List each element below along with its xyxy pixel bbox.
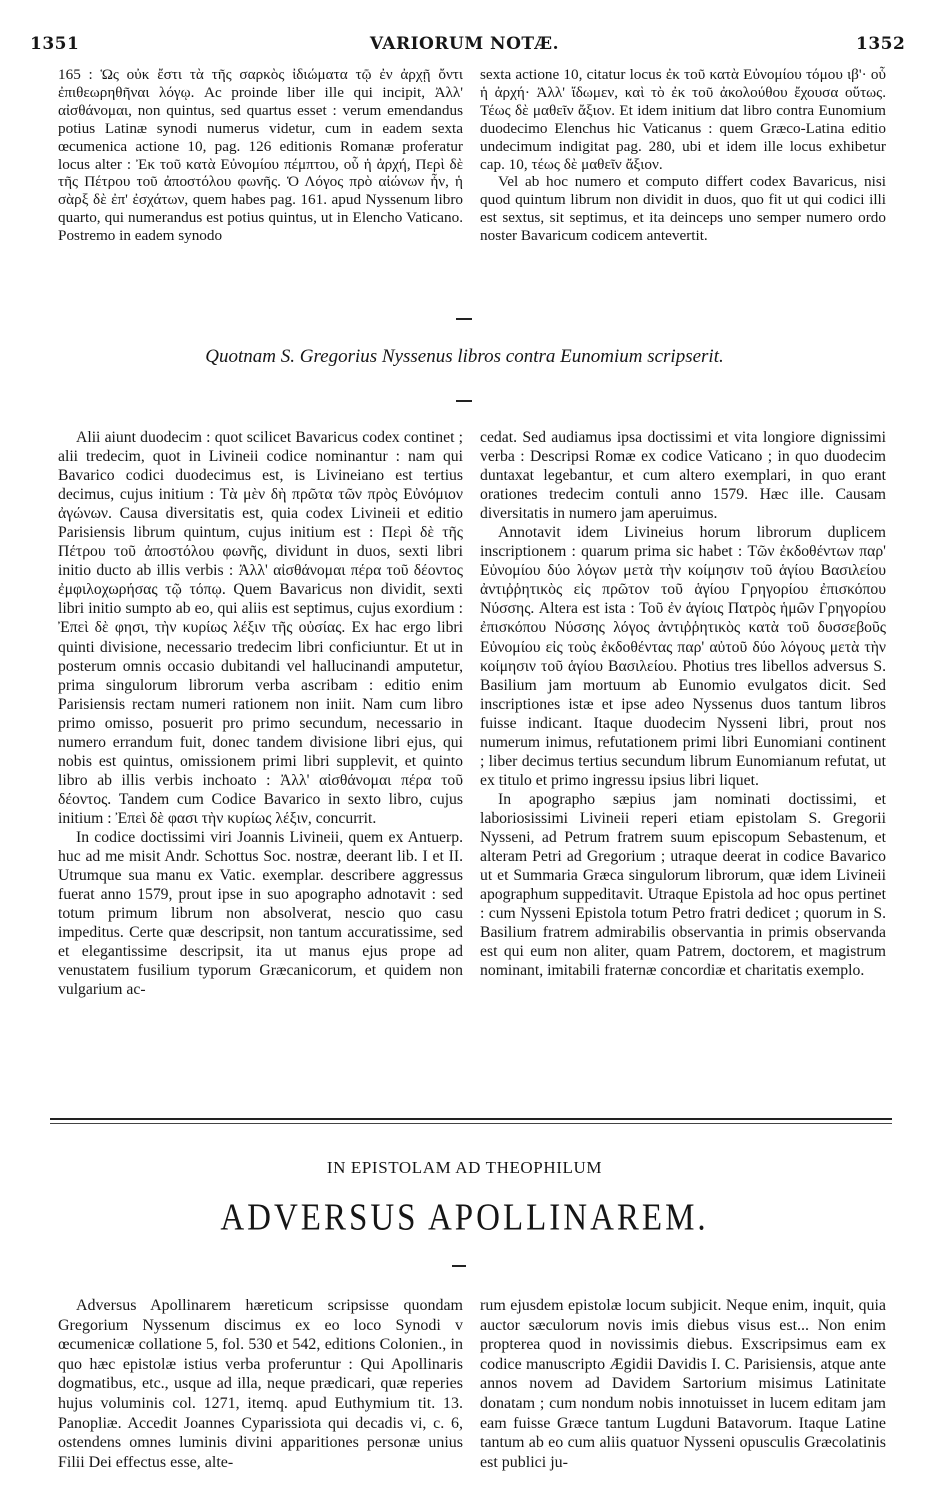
- section2-right-paragraph-3: In apographo sæpius jam nominati doctissimi, et laboriosissimi Livineii reperi etiam epistolam S. Gregorii Nysseni, ad Petrum fratrem suum episcopum Sebastenum, et alteram Petri ad Gregorium ; utraque deerat in codice Bavarico ut et Summaria Græca singulorum librorum, quæ idem Livineii apographum suppeditavit. Utraque Epistola ad hoc opus pertinet : cum Nysseni Epistola totum Petro fratri dedicet ; quorum in S. Basilium fratrem admirabilis observantia in primis observanda est qui eum non aliter, quam Patrem, doctorem, et magistrum nominant, imitabili fraternæ concordiæ et charitatis exemplo.: [480, 790, 886, 980]
- section2-left-paragraph-2: In codice doctissimi viri Joannis Livineii, quem ex Antuerp. huc ad me misit Andr. Schottus Soc. nostræ, deerant lib. I et II. Utrumque sua manu ex Vatic. exemplar. describere aggressus fuerat anno 1579, prout ipse in suo apographo adnotavit : sed totum primum librum non absolverat, nescio quo casu impeditus. Certe quæ descripsit, non tantum accuratissime, sed et elegantissime descripsit, ita ut manus ejus prope ad venustatem fusilium typorum Græcanicorum, et quidem non vulgarium ac-: [58, 828, 463, 999]
- section3-left-paragraph: Adversus Apollinarem hæreticum scripsisse quondam Gregorium Nyssenum discimus ex eo loco Synodi v œcumenicæ collatione 5, fol. 530 et 542, editions Colonien., in quo hæc epistolæ istius verba proferuntur : Qui Apollinaris dogmatibus, etc., usque ad illa, neque prædicari, quæ reperies hujus voluminis col. 1271, itemq. apud Euthymium tit. 13. Panopliæ. Accedit Joannes Cyparissiota qui decadis vi, c. 6, ostendens omnes luminis divini apparitiones personæ unius Filii Dei effectus esse, alte-: [58, 1297, 463, 1471]
- section-divider-rule-thin: [50, 1123, 892, 1124]
- running-title: VARIORUM NOTÆ.: [369, 34, 560, 54]
- section1-column-right: [480, 66, 886, 245]
- section3-heading: ADVERSUS APOLLINAREM.: [220, 1197, 709, 1239]
- section3-subheading: IN EPISTOLAM AD THEOPHILUM: [326, 1158, 603, 1177]
- page-number-right: 1352: [856, 34, 906, 54]
- separator-dash: [456, 400, 472, 402]
- section1-left-paragraph: 165 : Ὡς οὐκ ἔστι τὰ τῆς σαρκὸς ἰδιώματα τῷ ἐν ἀρχῇ ὄντι ἐπιθεωρηθῆναι λόγῳ. Ac proinde liber ille qui incipit, Ἀλλ' αἰσθάνομαι, non quintus, sed quartus esset : verum emendandus potius Latinæ synodi numerus videtur, cum in eadem sexta œcumenica actione 10, pag. 126 editionis Romanæ proferatur locus alter : Ἐκ τοῦ κατὰ Εὐνομίου πέμπτου, οὗ ἡ ἀρχή, Περὶ δὲ τῆς Πέτρου τοῦ ἀποστόλου φωνῆς. Ὁ Λόγος πρὸ αἰώνων ἦν, ἡ σὰρξ δὲ ἐπ' ἐσχάτων, quem habes pag. 161. apud Nyssenum libro quarto, qui numerandus est potius quintus, ut in Elencho Vaticano. Postremo in eadem synodo: [58, 66, 463, 245]
- section2-right-paragraph-2: Annotavit idem Livineius horum librorum duplicem inscriptionem : quarum prima sic habet : Τῶν ἐκδοθέντων παρ' Εὐνομίου δύο λόγων μετὰ τὴν κοίμησιν τοῦ ἁγίου Βασιλείου ἀντιῤῥητικὸς εἰς πρῶτον τοῦ ἁγίου Γρηγορίου ἐπισκόπου Νύσσης. Altera est ista : Τοῦ ἐν ἁγίοις Πατρὸς ἡμῶν Γρηγορίου ἐπισκόπου Νύσσης λόγος ἀντιῤῥητικὸς κατὰ τοῦ δυσσεβοῦς Εὐνομίου εἰς τοὺς ἐκδοθέντας παρ' αὐτοῦ δύο λόγους μετὰ τὴν κοίμησιν τοῦ ἁγίου Βασιλείου. Photius tres libellos adversus S. Basilium jam mortuum ab Eunomio evulgatos dicit. Sed inscriptiones istæ et ipse adeo Nyssenus duos tantum libros fuisse indicant. Itaque duodecim Nysseni libri, prout nos numerum inimus, refutationem primi libri Eunomiani continent ; liber decimus tertius secundum librum Eunomianum refutat, ut ex titulo et primo ingressu ipsius libri liquet.: [480, 524, 886, 789]
- section1-right-paragraph-1: sexta actione 10, citatur locus ἐκ τοῦ κατὰ Εὐνομίου τόμου ιβ'· οὗ ἡ ἀρχή· Ἀλλ' ἴδωμεν, καὶ τὸ ἐκ τοῦ ἀκολούθου ἔχουσα οὕτως. Τέως δὲ μαθεῖν ἄξιον. Et idem initium dat libro contra Eunomium duodecimo Elenchus hic Vaticanus : quem Græco-Latina editio undecimum indigitat pag. 280, ubi et idem ille locus exhibetur cap. 10, τέως δὲ μαθεῖν ἄξιον.: [480, 66, 886, 173]
- page-number-left: 1351: [30, 34, 80, 54]
- section1-right-paragraph-2: Vel ab hoc numero et computo differt codex Bavaricus, nisi quod quintum librum non dividit in duos, quo fit ut qui codici illi est sextus, sit septimus, et ita deinceps uno semper numero ordo noster Bavaricum codicem antevertit.: [480, 173, 886, 245]
- section3-column-left: [58, 1296, 463, 1472]
- section2-column-right: [480, 428, 886, 980]
- separator-dash: [456, 318, 472, 320]
- section3-column-right: [480, 1296, 886, 1472]
- section1-column-left: [58, 66, 463, 245]
- section3-right-paragraph: rum ejusdem epistolæ locum subjicit. Neque enim, inquit, quia auctor sæculorum novis imis diebus visus est... Non enim propterea quod in novissimis diebus. Exscripsimus eam ex codice manuscripto Ægidii Davidis I. C. Parisiensis, atque ante annos novem ad Davidem Sartorium misimus Latinitate donatam ; cum nondum nobis innotuisset in lucem editam jam eam fuisse Græce tantum Lugduni Batavorum. Itaque Latine tantum ab eo cum aliis quatuor Nysseni opusculis Græcolatinis est publici ju-: [480, 1297, 886, 1471]
- section2-right-paragraph-1: cedat. Sed audiamus ipsa doctissimi et vita longiore dignissimi verba : Descripsi Romæ ex codice Vaticano ; in quo duodecim duntaxat legebantur, et cum altero exemplari, in quo erant orationes tredecim contuli anno 1579. Hæc ille. Causam diversitatis in numero jam aperuimus.: [480, 429, 886, 523]
- section-divider-rule: [50, 1118, 892, 1120]
- section2-left-paragraph-1: Alii aiunt duodecim : quot scilicet Bavaricus codex continet ; alii tredecim, quot in Livineii codice nominantur : nam qui Bavarico codici duodecimus est, is Livineiano est tertius decimus, cujus initium : Τὰ μὲν δὴ πρῶτα τῶν πρὸς Εὐνόμιον ἀγώνων. Causa diversitatis est, quia codex Livineii et editio Parisiensis librum quintum, cujus initium est : Περὶ δὲ τῆς Πέτρου τοῦ ἀποστόλου φωνῆς, dividunt in duos, sexti libri initio ducto ab illis verbis : Ἀλλ' αἰσθάνομαι πέρα τοῦ δέοντος ἐμφιλοχωρήσας τῷ τόπῳ. Quem Bavaricus non dividit, sexti libri initio sumpto ab eo, qui aliis est septimus, cujus exordium : Ἐπεὶ δὲ φησι, τὴν κυρίως λέξιν τῆς οὐσίας. Ex hac ergo libri quinti divisione, necessario tredecim libri conficiuntur. Et ut in posterum omnis occasio dubitandi vel hallucinandi amputetur, prima singulorum librorum verba ascribam : editio enim Parisiensis rectam numeri rationem non iniit. Nam cum libro primo omisso, posuerit pro primo secundum, necessario in numero errandum fuit, donec tandem divisione libri ejus, qui nobis est quintus, omissionem primi libri supplevit, et quinto libro ab illis verbis inchoato : Ἀλλ' αἰσθάνομαι πέρα τοῦ δέοντος. Tandem cum Codice Bavarico in sexto libro, cujus initium : Ἐπεὶ δὲ φασι τὴν κυρίως λέξιν, concurrit.: [58, 429, 463, 827]
- separator-dash: [452, 1265, 466, 1267]
- section2-column-left: [58, 428, 463, 999]
- section2-title: Quotnam S. Gregorius Nyssenus libros contra Eunomium scripserit.: [205, 346, 724, 367]
